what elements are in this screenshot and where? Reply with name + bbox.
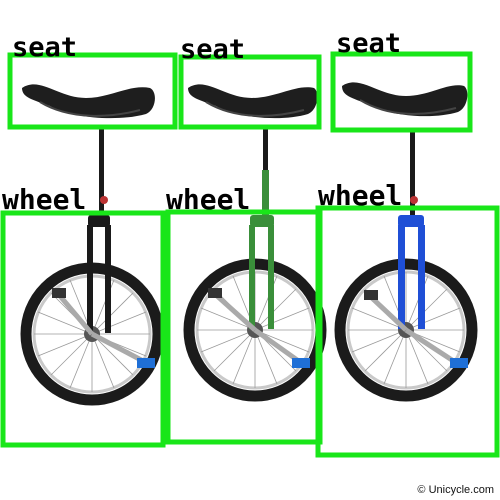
label-seat-3: seat xyxy=(336,28,402,59)
label-seat-2: seat xyxy=(180,34,246,65)
saddle-1 xyxy=(22,84,155,118)
copyright-watermark: © Unicycle.com xyxy=(417,484,494,496)
saddle-3 xyxy=(342,82,467,116)
unicycle-2 xyxy=(188,84,321,396)
saddle-2 xyxy=(188,84,317,118)
frame-3 xyxy=(398,128,425,329)
frame-2 xyxy=(249,128,274,329)
frame-1 xyxy=(87,128,111,333)
label-wheel-2: wheel xyxy=(166,183,251,216)
unicycle-1 xyxy=(22,84,158,400)
label-wheel-3: wheel xyxy=(318,179,403,212)
label-wheel-1: wheel xyxy=(2,183,87,216)
label-seat-1: seat xyxy=(12,32,78,63)
